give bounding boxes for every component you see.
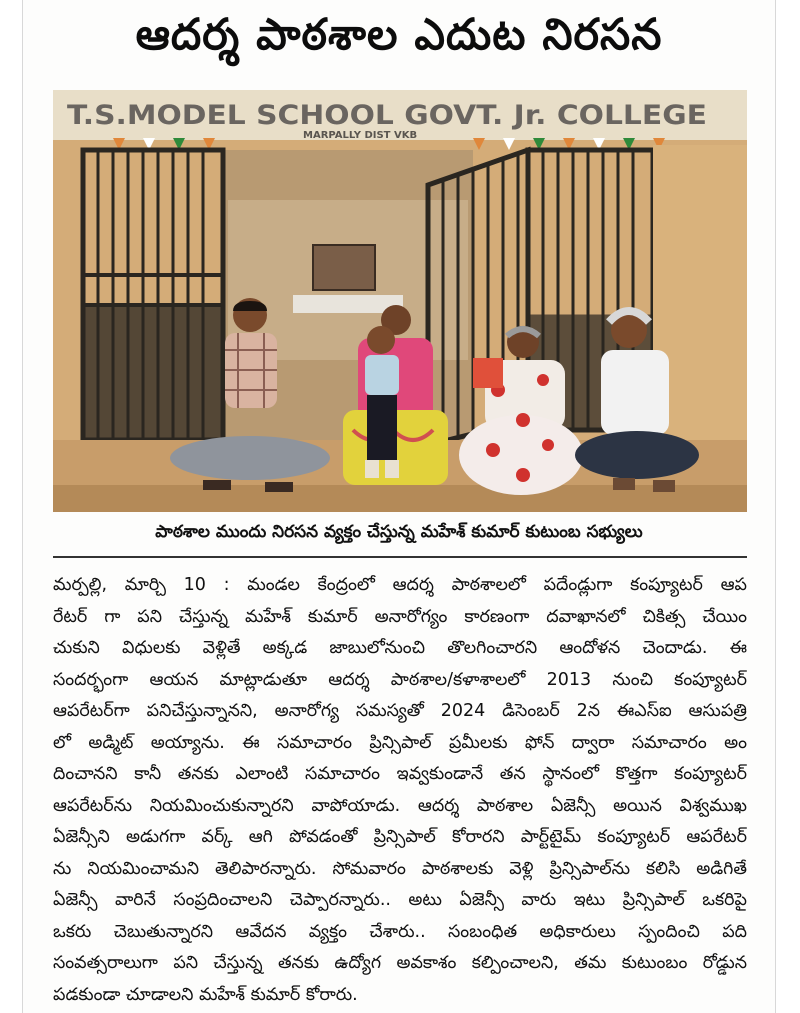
caption-divider <box>53 556 747 558</box>
article-line: సందర్భంగా ఆయన మాట్లాడుతూ ఆదర్శ పాఠశాల/కళాశాలలో 2013 నుంచి కంప్యూటర్ <box>53 669 747 690</box>
headline: ఆదర్శ పాఠశాల ఎదుట నిరసన <box>135 10 663 60</box>
newspaper-clipping <box>22 0 776 1013</box>
protest-photo-illustration <box>53 90 747 512</box>
article-line: ఒకరు చెబుతున్నారని ఆవేదన వ్యక్తం చేశారు.. సంబంధిత అధికారులు స్పందించి పది <box>53 921 747 942</box>
photo-caption: పాఠశాల ముందు నిరసన వ్యక్తం చేస్తున్న మహేశ్ కుమార్ కుటుంబ సభ్యులు <box>155 522 643 542</box>
article-body <box>53 570 747 1011</box>
article-line: చుకుని విధులకు వెళ్లితే అక్కడ జాబులోనుంచి తొలగించారని ఆందోళన చెందాడు. ఈ <box>53 638 747 658</box>
news-photo <box>53 90 747 512</box>
article-line: రేటర్ గా పని చేస్తున్న మహేశ్ కుమార్ అనారోగ్యం కారణంగా దవాఖానలో చికిత్స చేయిం <box>53 606 747 627</box>
article-line: సంవత్సరాలుగా పని చేస్తున్న తనకు ఉద్యోగ అవకాశం కల్పించాలని, తమ కుటుంబం రోడ్డున <box>53 953 747 973</box>
notice-board <box>313 245 375 290</box>
article-line: ఏజెన్సీని అడుగగా వర్క్ ఆగి పోవడంతో ప్రిన్సిపాల్ కోరారని పార్ట్‌టైమ్ కంప్యూటర్ ఆపరేటర్ <box>53 827 747 847</box>
article-line: ఆపరేటర్‌ను నియమించుకున్నారని వాపోయాడు. ఆదర్శ పాఠశాల ఏజెన్సీ అయిన విశ్వముఖ <box>53 795 747 816</box>
article-line: పడకుండా చూడాలని మహేశ్ కుమార్ కోరారు. <box>53 984 358 1005</box>
article-line: ఆపరేటర్‌గా పనిచేస్తున్నానని, అనారోగ్య సమస్యతో 2024 డిసెంబర్ 2న ఈఎస్ఐ ఆసుపత్రి <box>53 701 747 721</box>
article-line: దించానని కానీ తనకు ఎలాంటి సమాచారం ఇవ్వకుండానే తన స్థానంలో కొత్తగా కంప్యూటర్ <box>53 764 747 784</box>
article-line: మర్పల్లి, మార్చి 10 : మండల కేంద్రంలో ఆదర్శ పాఠశాలలో పదేండ్లుగా కంప్యూటర్ ఆప <box>53 575 747 595</box>
article-line: ను నియమించామని తెలిపారన్నారు. సోమవారం పాఠశాలకు వెళ్లి ప్రిన్సిపాల్‌ను కలిసి అడిగితే <box>53 858 747 879</box>
article-line: ఏజెన్సీ వారినే సంప్రదించాలని చెప్పారన్నారు.. అటు ఏజెన్సీ వారు ఇటు ప్రిన్సిపాల్ ఒకరిపై <box>53 890 747 910</box>
article-line: లో అడ్మిట్ అయ్యాను. ఈ సమాచారం ప్రిన్సిపాల్ ప్రమీలకు ఫోన్ ద్వారా సమాచారం అం <box>53 732 747 753</box>
school-sign-subtext: MARPALLY DIST VKB <box>303 130 418 141</box>
school-sign-text: T.S.MODEL SCHOOL GOVT. Jr. COLLEGE <box>67 100 707 131</box>
